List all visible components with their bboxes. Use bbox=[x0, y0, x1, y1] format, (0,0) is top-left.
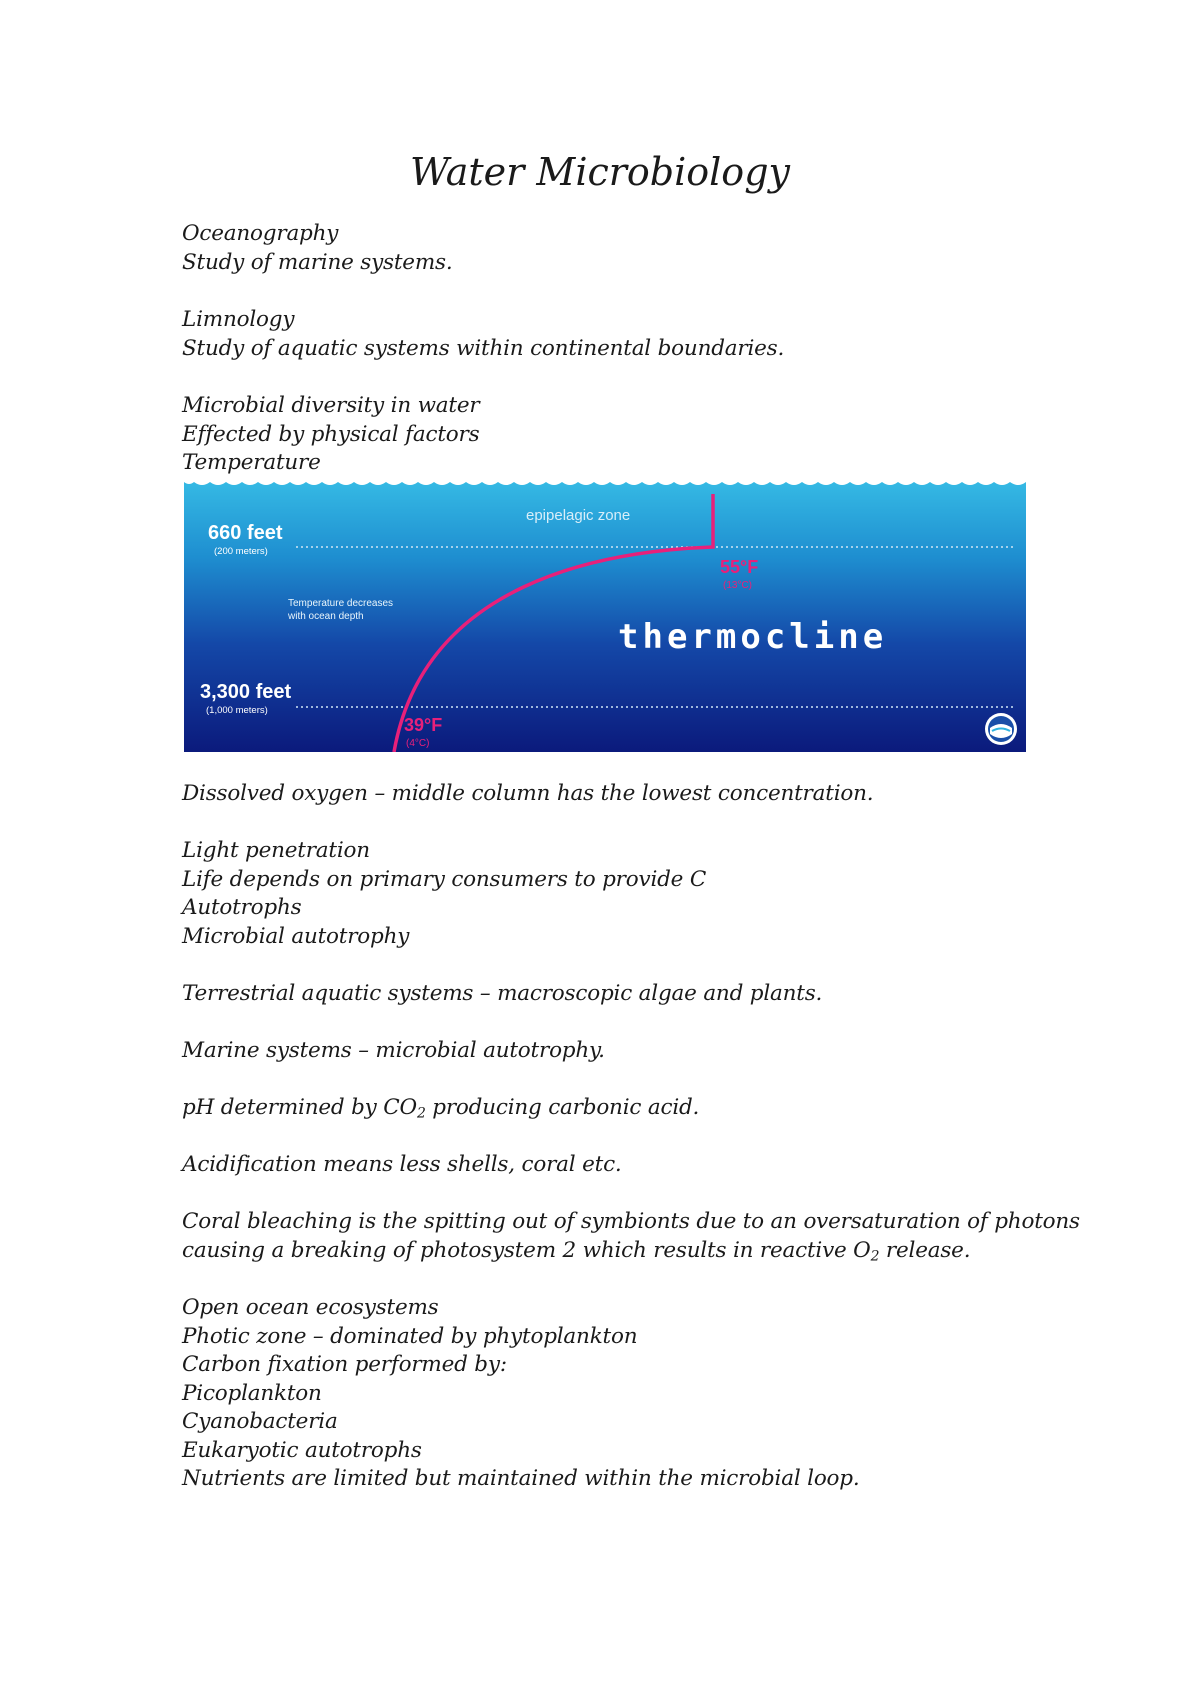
text-run: producing carbonic acid. bbox=[425, 1095, 700, 1120]
paragraph-marine bbox=[182, 1037, 1062, 1066]
text-line: Study of marine systems. bbox=[182, 249, 453, 275]
text-line: Marine systems – microbial autotrophy. bbox=[182, 1038, 605, 1063]
paragraph-ph bbox=[182, 1094, 1062, 1123]
text-line: Life depends on primary consumers to provide C bbox=[182, 866, 707, 892]
paragraph-light bbox=[182, 837, 1062, 951]
page-title: Water Microbiology bbox=[410, 150, 790, 194]
text-line: Oceanography bbox=[182, 221, 339, 246]
depth-label-feet: 660 feet bbox=[208, 522, 283, 544]
text-run: release. bbox=[879, 1237, 971, 1263]
paragraph-terrestrial bbox=[182, 980, 1062, 1009]
text-line: Dissolved oxygen – middle column has the lowest concentration. bbox=[182, 781, 874, 806]
thermocline-label: thermocline bbox=[618, 617, 888, 657]
subscript: 2 bbox=[870, 1247, 880, 1264]
paragraph-coral bbox=[182, 1208, 1080, 1265]
paragraph-diversity bbox=[182, 392, 1062, 478]
text-line: Effected by physical factors bbox=[182, 421, 480, 447]
text-line: Temperature bbox=[182, 450, 321, 475]
text-line: Coral bleaching is the spitting out of symbionts due to an oversaturation of photons bbox=[182, 1209, 1080, 1234]
paragraph-limnology bbox=[182, 306, 1062, 363]
text-line: Carbon fixation performed by: bbox=[182, 1352, 507, 1377]
temp-label-39f: 39°F bbox=[404, 715, 443, 735]
text-line: Photic zone – dominated by phytoplankton bbox=[182, 1323, 638, 1349]
depth-label-meters: (200 meters) bbox=[214, 546, 268, 557]
text-run: pH determined by CO bbox=[182, 1095, 417, 1120]
text-line: Picoplankton bbox=[182, 1380, 322, 1406]
text-line: Open ocean ecosystems bbox=[182, 1295, 439, 1320]
text-line: Microbial diversity in water bbox=[182, 393, 480, 418]
text-line: Cyanobacteria bbox=[182, 1409, 338, 1434]
text-line: Study of aquatic systems within continental boundaries. bbox=[182, 335, 785, 361]
text-line: Eukaryotic autotrophs bbox=[182, 1437, 422, 1463]
text-line bbox=[182, 1094, 1062, 1123]
text-line: Microbial autotrophy bbox=[182, 923, 410, 949]
note-line: with ocean depth bbox=[288, 611, 364, 622]
depth-label-feet: 3,300 feet bbox=[200, 681, 292, 703]
temp-label-4c: (4°C) bbox=[406, 738, 430, 749]
text-line: Terrestrial aquatic systems – macroscopic algae and plants. bbox=[182, 981, 823, 1006]
text-line: Limnology bbox=[182, 307, 295, 332]
thermocline-diagram bbox=[184, 476, 1026, 752]
temp-label-13c: (13°C) bbox=[723, 580, 753, 591]
text-line: Autotrophs bbox=[182, 895, 302, 920]
paragraph-oxygen bbox=[182, 780, 1062, 809]
text-line bbox=[182, 1237, 1062, 1266]
paragraph-oceanography bbox=[182, 220, 1062, 277]
paragraph-acidification bbox=[182, 1151, 1062, 1180]
noaa-logo-icon bbox=[985, 713, 1017, 745]
zone-label: epipelagic zone bbox=[526, 507, 631, 524]
text-line: Light penetration bbox=[182, 838, 370, 863]
text-line: Nutrients are limited but maintained within the microbial loop. bbox=[182, 1466, 860, 1491]
temp-label-55f: 55°F bbox=[720, 557, 759, 577]
paragraph-open-ocean bbox=[182, 1294, 1062, 1494]
text-run: causing a breaking of photosystem 2 which results in reactive O bbox=[182, 1237, 871, 1263]
text-line: Acidification means less shells, coral etc. bbox=[182, 1152, 622, 1177]
subscript: 2 bbox=[416, 1105, 426, 1122]
depth-label-meters: (1,000 meters) bbox=[206, 705, 268, 716]
note-line: Temperature decreases bbox=[288, 598, 394, 609]
